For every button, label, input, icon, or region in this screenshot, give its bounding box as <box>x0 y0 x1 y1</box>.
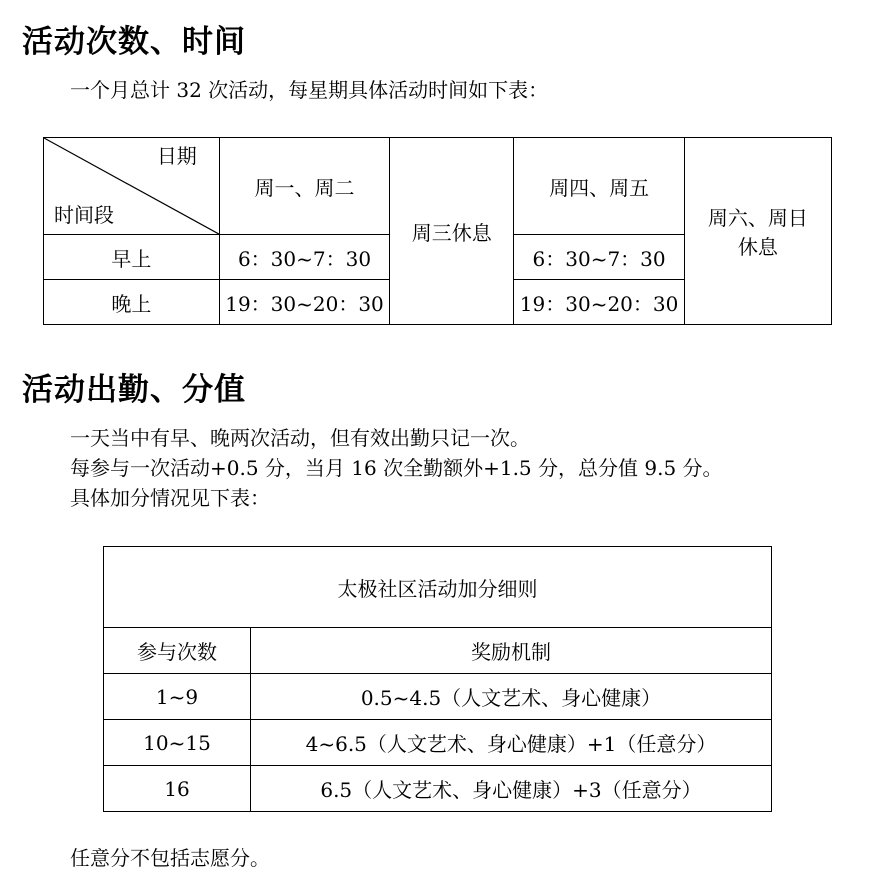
corner-date-label: 日期 <box>156 144 197 168</box>
morning-thu-fri-time: 6：30~7：30 <box>514 235 684 280</box>
section-heading-activity-time: 活动次数、时间 <box>22 24 246 60</box>
weekend-label: 周六、周日 <box>707 206 808 230</box>
table-header-row <box>104 628 772 674</box>
header-participation-count: 参与次数 <box>104 628 251 674</box>
score-table-title: 太极社区活动加分细则 <box>104 547 772 628</box>
section-heading-attendance-score: 活动出勤、分值 <box>22 372 246 408</box>
count-cell: 16 <box>104 766 251 812</box>
score-rule-text: 每参与一次活动+0.5 分，当月 16 次全勤额外+1.5 分，总分值 9.5 分。 <box>70 456 723 480</box>
score-table <box>103 546 772 812</box>
header-thu-fri: 周四、周五 <box>514 138 684 235</box>
count-cell: 10~15 <box>104 720 251 766</box>
cell-wednesday-rest: 周三休息 <box>390 138 514 325</box>
table-row <box>104 674 772 720</box>
evening-mon-tue-time: 19：30~20：30 <box>219 280 389 325</box>
reward-cell: 6.5（人文艺术、身心健康）+3（任意分） <box>251 766 772 812</box>
row-label-evening: 晚上 <box>44 280 220 325</box>
count-cell: 1~9 <box>104 674 251 720</box>
evening-thu-fri-time: 19：30~20：30 <box>514 280 684 325</box>
rest-label: 休息 <box>737 235 778 259</box>
header-mon-tue: 周一、周二 <box>219 138 389 235</box>
intro-text: 一个月总计 32 次活动，每星期具体活动时间如下表： <box>70 78 549 102</box>
corner-time-label: 时间段 <box>54 203 114 227</box>
attendance-rule-text: 一天当中有早、晚两次活动，但有效出勤只记一次。 <box>70 426 530 450</box>
footnote-text: 任意分不包括志愿分。 <box>70 846 270 870</box>
cell-weekend-rest <box>684 138 831 325</box>
reward-cell: 0.5~4.5（人文艺术、身心健康） <box>251 674 772 720</box>
morning-mon-tue-time: 6：30~7：30 <box>219 235 389 280</box>
table-row <box>104 720 772 766</box>
table-reference-text: 具体加分情况见下表： <box>70 486 270 510</box>
schedule-table <box>43 137 832 325</box>
corner-cell <box>44 138 220 235</box>
header-reward-mechanism: 奖励机制 <box>251 628 772 674</box>
row-label-morning: 早上 <box>44 235 220 280</box>
table-row <box>104 766 772 812</box>
reward-cell: 4~6.5（人文艺术、身心健康）+1（任意分） <box>251 720 772 766</box>
